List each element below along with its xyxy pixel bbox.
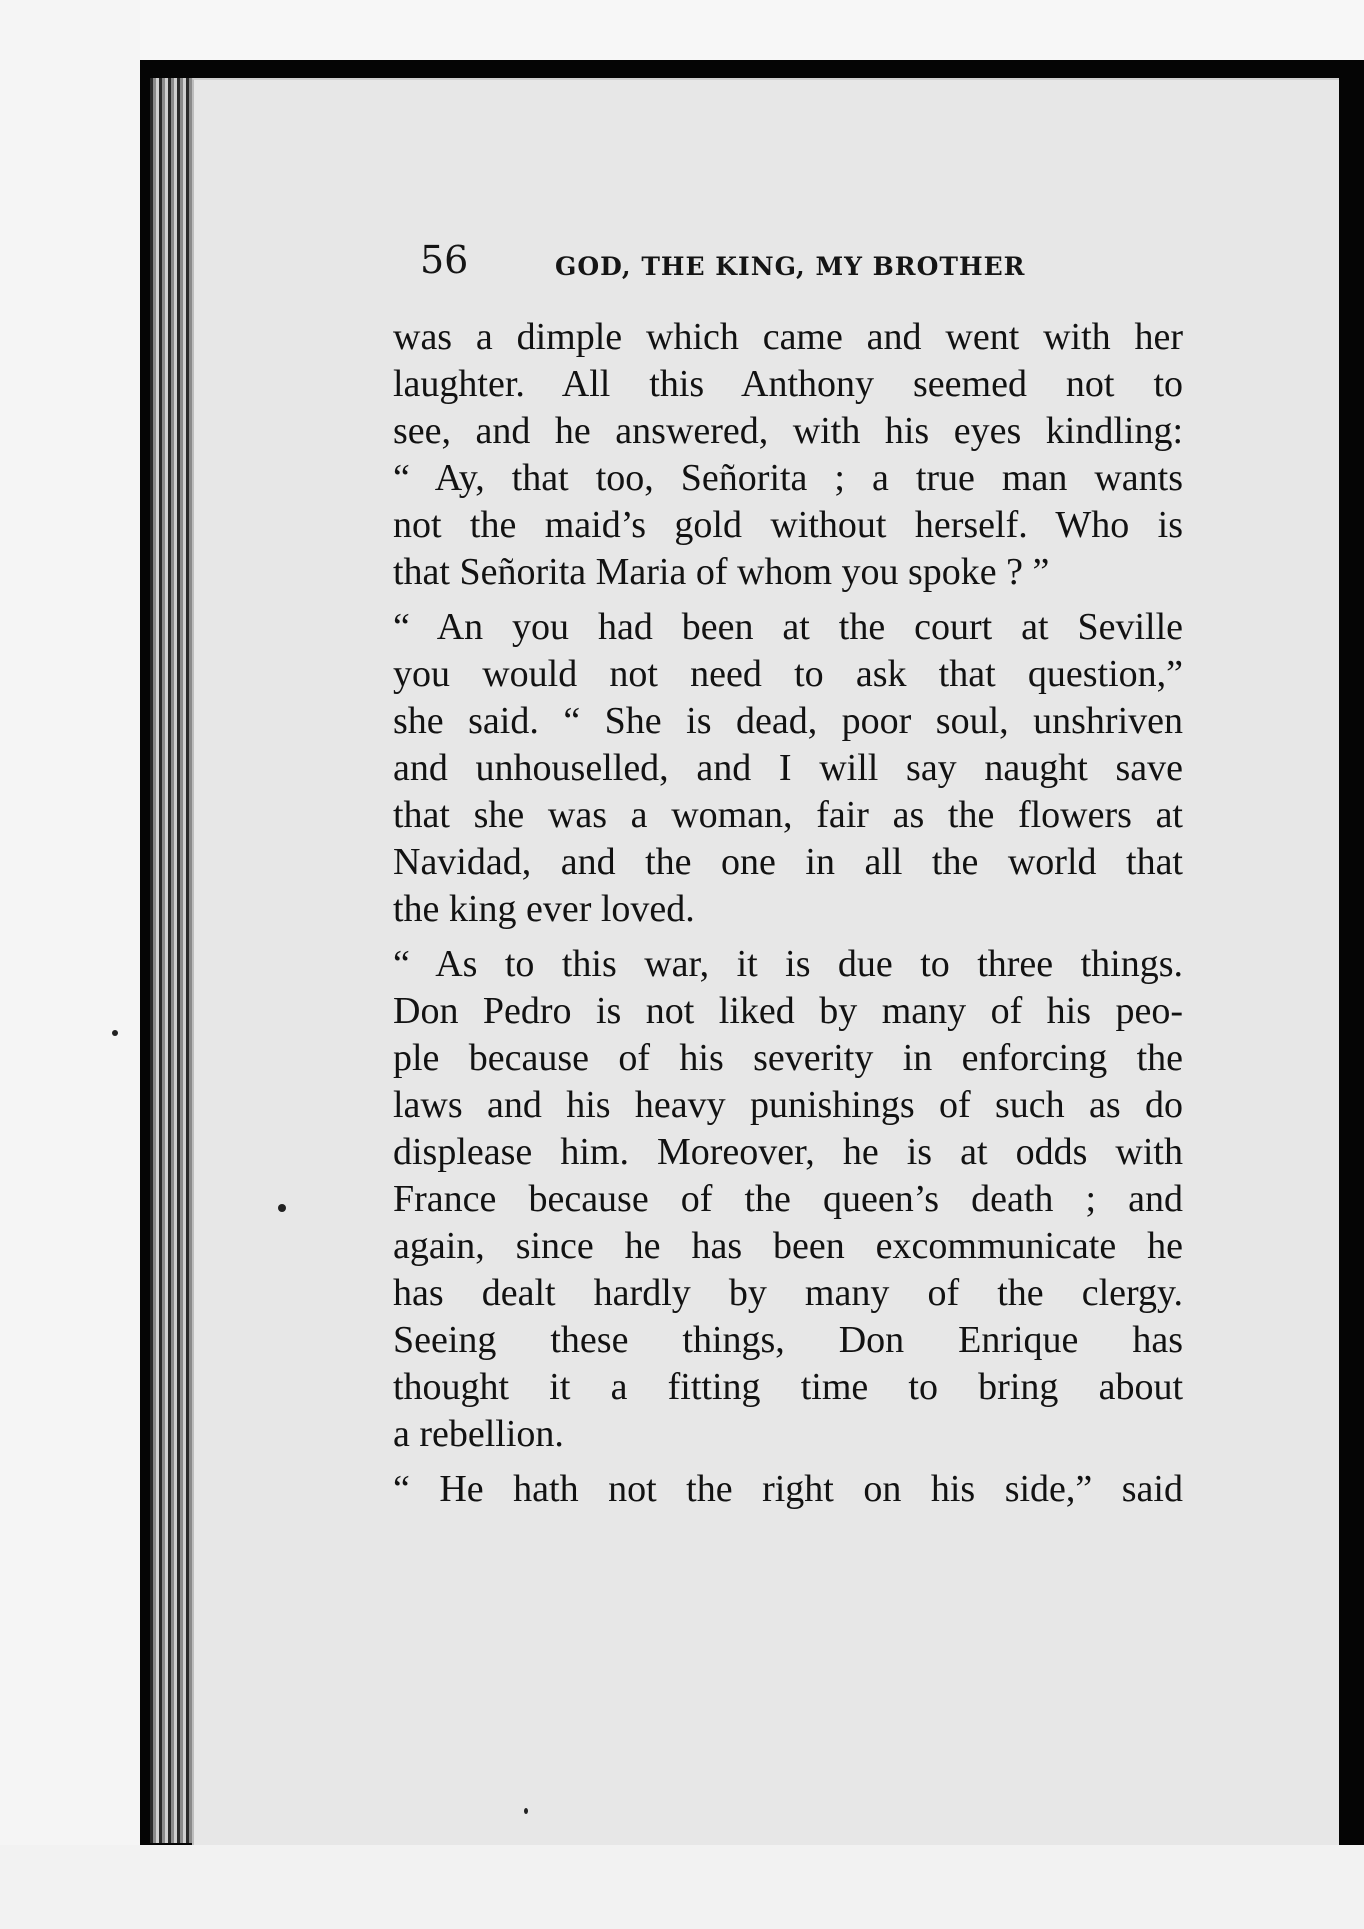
text-line: Navidad, and the one in all the world that <box>393 841 1183 883</box>
page-number: 56 <box>420 238 469 282</box>
ink-speck <box>278 1204 286 1212</box>
text-line: “ As to this war, it is due to three things. <box>393 943 1183 985</box>
text-line: “ An you had been at the court at Seville <box>393 606 1183 648</box>
text-line: laughter. All this Anthony seemed not to <box>393 363 1183 405</box>
scan-bottom-margin <box>0 1845 1364 1929</box>
text-line: has dealt hardly by many of the clergy. <box>393 1272 1183 1314</box>
text-line: Don Pedro is not liked by many of his peo- <box>393 990 1183 1032</box>
book-page-edges <box>150 78 192 1843</box>
text-line: “ He hath not the right on his side,” said <box>393 1468 1183 1510</box>
page-header <box>420 238 1080 284</box>
text-line: France because of the queen’s death ; and <box>393 1178 1183 1220</box>
text-line: ple because of his severity in enforcing the <box>393 1037 1183 1079</box>
text-line: you would not need to ask that question,” <box>393 653 1183 695</box>
ink-speck <box>524 1808 528 1814</box>
scan-top-margin <box>0 0 1364 60</box>
body-text <box>393 314 1183 1513</box>
text-line: see, and he answered, with his eyes kindling: <box>393 410 1183 452</box>
text-line: was a dimple which came and went with her <box>393 316 1183 358</box>
text-line: laws and his heavy punishings of such as do <box>393 1084 1183 1126</box>
text-line: Seeing these things, Don Enrique has <box>393 1319 1183 1361</box>
text-line: “ Ay, that too, Señorita ; a true man wants <box>393 457 1183 499</box>
ink-speck <box>112 1030 118 1036</box>
text-line: and unhouselled, and I will say naught save <box>393 747 1183 789</box>
text-line: not the maid’s gold without herself. Who is <box>393 504 1183 546</box>
text-line: she said. “ She is dead, poor soul, unshriven <box>393 700 1183 742</box>
running-head: GOD, THE KING, MY BROTHER <box>555 252 1026 281</box>
text-line: a rebellion. <box>393 1413 564 1455</box>
text-line: the king ever loved. <box>393 888 695 930</box>
text-line: displease him. Moreover, he is at odds with <box>393 1131 1183 1173</box>
text-line: thought it a fitting time to bring about <box>393 1366 1183 1408</box>
scan-left-margin <box>0 0 140 1929</box>
text-line: that Señorita Maria of whom you spoke ? ” <box>393 551 1050 593</box>
text-line: again, since he has been excommunicate he <box>393 1225 1183 1267</box>
text-line: that she was a woman, fair as the flowers at <box>393 794 1183 836</box>
